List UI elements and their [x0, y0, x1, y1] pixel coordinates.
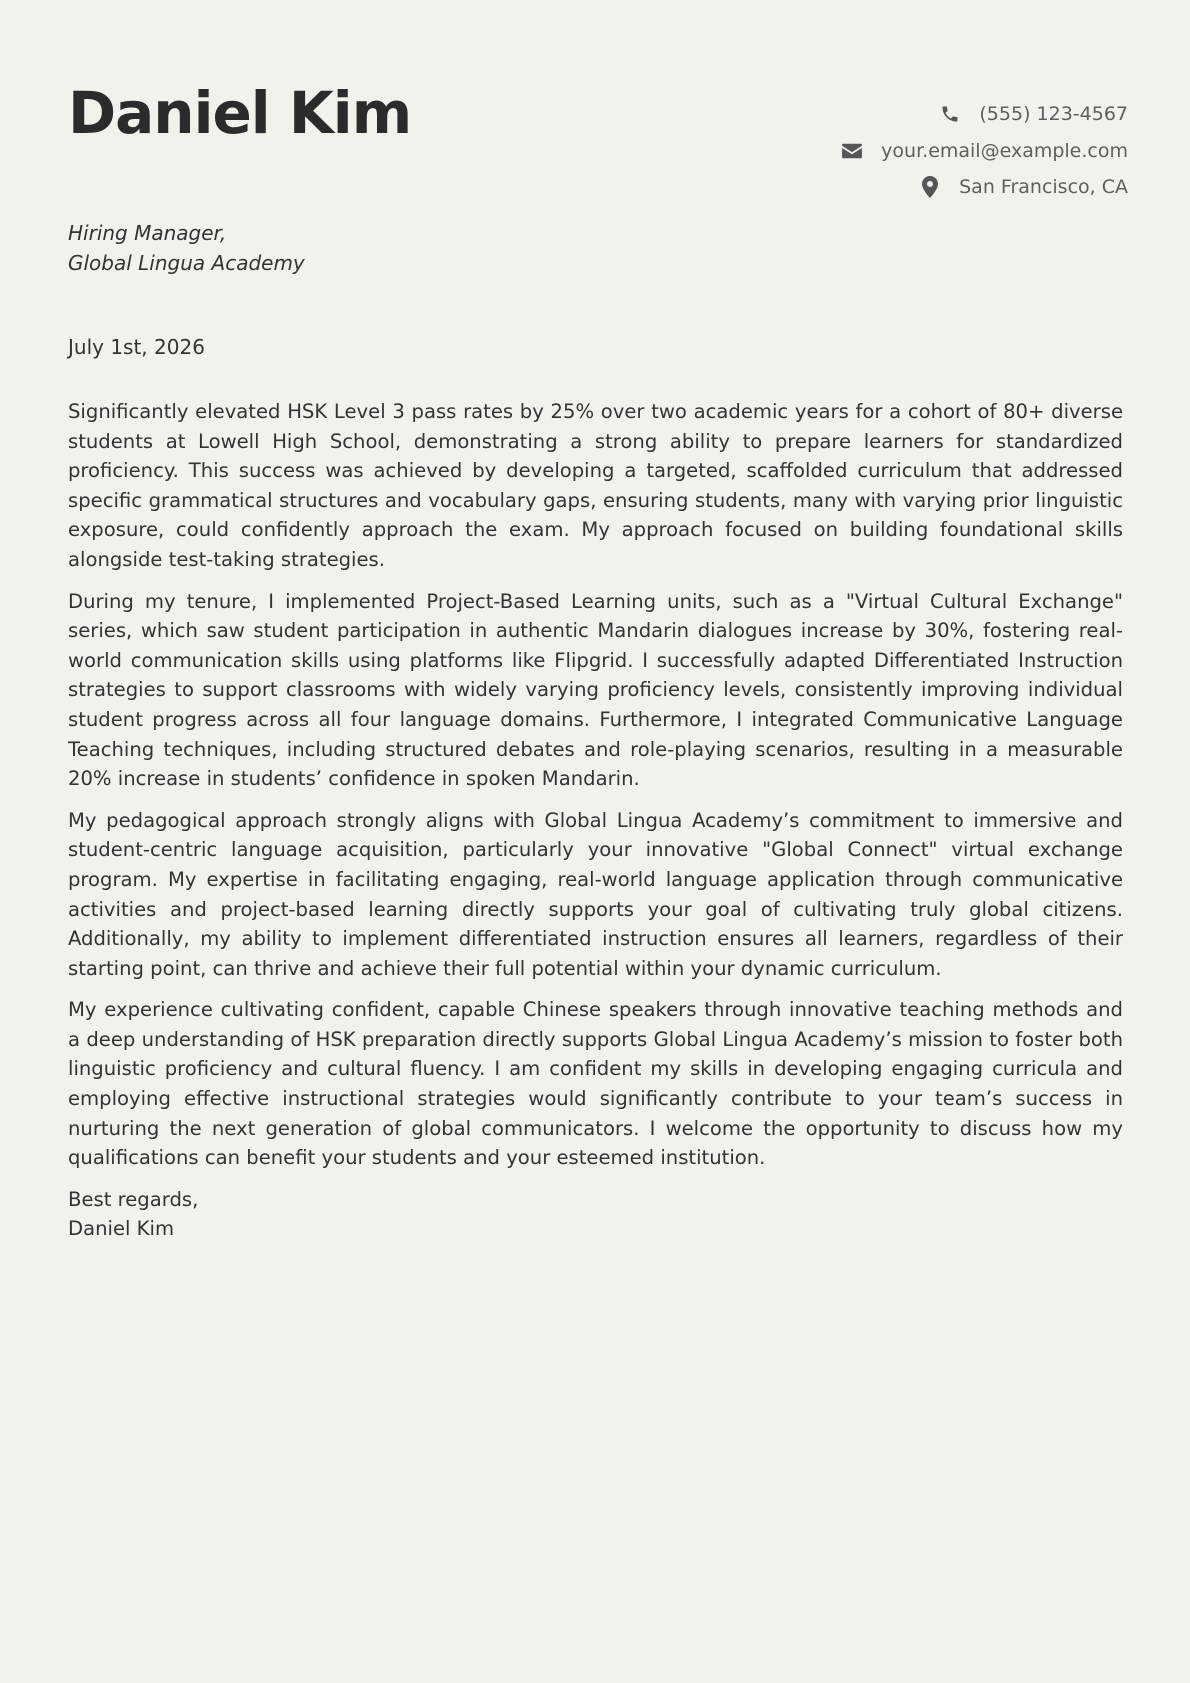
- contact-phone-text: (555) 123-4567: [979, 103, 1128, 126]
- body-paragraph-4: My experience cultivating confident, capable Chinese speakers through innovative teaching methods and a deep understanding of HSK preparation directly supports Global Lingua Academy’s mission to foster both linguistic proficiency and cultural fluency. I am confident my skills in developing engaging curricula and employing effective instructional strategies would significantly contribute to your team’s success in nurturing the next generation of global communicators. I welcome the opportunity to discuss how my qualifications can benefit your students and your esteemed institution.: [68, 998, 1123, 1170]
- closing-salutation: Best regards,: [68, 1187, 199, 1211]
- body-paragraph-3: My pedagogical approach strongly aligns with Global Lingua Academy’s commitment to immersive and student-centric language acquisition, particularly your innovative "Global Connect" virtual exchange program. My expertise in facilitating engaging, real-world language application through communicative activities and project-based learning directly supports your goal of cultivating truly global citizens. Additionally, my ability to implement differentiated instruction ensures all learners, regardless of their starting point, can thrive and achieve their full potential within your dynamic curriculum.: [68, 808, 1123, 980]
- letter-body: [68, 397, 1123, 1244]
- recipient-title: Hiring Manager,: [68, 221, 227, 245]
- envelope-icon: [841, 140, 863, 162]
- sender-name: Daniel Kim: [68, 79, 412, 147]
- contact-email: [841, 133, 1128, 170]
- contact-location: [841, 169, 1128, 206]
- body-paragraph-1: Significantly elevated HSK Level 3 pass rates by 25% over two academic years for a cohort of 80+ diverse students at Lowell High School, demonstrating a strong ability to prepare learners for standardized proficiency. This success was achieved by developing a targeted, scaffolded curriculum that addressed specific grammatical structures and vocabulary gaps, ensuring students, many with varying prior linguistic exposure, could confidently approach the exam. My approach focused on building foundational skills alongside test-taking strategies.: [68, 400, 1123, 571]
- letter-header: [68, 0, 1128, 210]
- contact-email-text: your.email@example.com: [881, 139, 1128, 162]
- phone-icon: [939, 103, 961, 125]
- contact-location-text: San Francisco, CA: [959, 176, 1128, 199]
- recipient-organization: Global Lingua Academy: [68, 251, 305, 275]
- recipient-block: [68, 218, 305, 278]
- map-pin-icon: [919, 176, 941, 198]
- letter-date: July 1st, 2026: [68, 335, 205, 359]
- closing-signature: Daniel Kim: [68, 1217, 175, 1241]
- body-paragraph-2: During my tenure, I implemented Project-Based Learning units, such as a "Virtual Cultural Exchange" series, which saw student participation in authentic Mandarin dialogues increase by 30%, fostering real-world communication skills using platforms like Flipgrid. I successfully adapted Differentiated Instruction strategies to support classrooms with widely varying proficiency levels, consistently improving individual student progress across all four language domains. Furthermore, I integrated Communicative Language Teaching techniques, including structured debates and role-playing scenarios, resulting in a measurable 20% increase in students’ confidence in spoken Mandarin.: [68, 589, 1123, 791]
- contact-phone: [841, 96, 1128, 133]
- letter-closing: [68, 1185, 1123, 1244]
- contact-info: [841, 96, 1128, 206]
- cover-letter-page: [68, 0, 1128, 1241]
